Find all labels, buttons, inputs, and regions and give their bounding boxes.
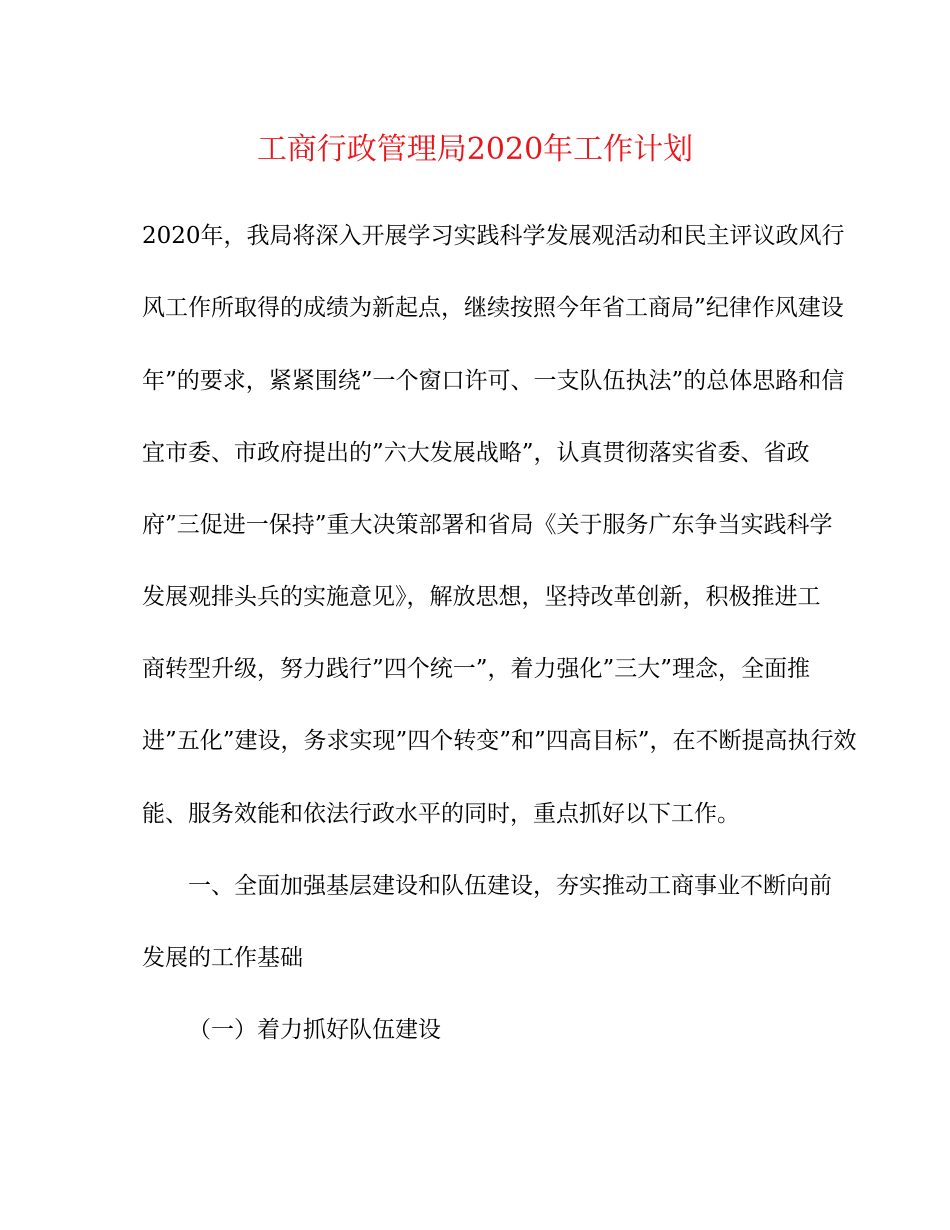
body-line-7: 商转型升级，努力践行”四个统一”，着力强化”三大”理念，全面推 (142, 656, 811, 682)
document-title: 工商行政管理局2020年工作计划 (256, 132, 694, 167)
body-line-1: 2020年，我局将深入开展学习实践科学发展观活动和民主评议政风行 (142, 223, 845, 249)
body-line-4: 宜市委、市政府提出的”六大发展战略”，认真贯彻落实省委、省政 (142, 440, 810, 466)
subsection-heading-1: （一）着力抓好队伍建设 (188, 1017, 441, 1043)
body-line-3: 年”的要求，紧紧围绕”一个窗口许可、一支队伍执法”的总体思路和信 (142, 368, 845, 394)
body-line-9: 能、服务效能和依法行政水平的同时，重点抓好以下工作。 (142, 801, 740, 827)
body-line-6: 发展观排头兵的实施意见》，解放思想，坚持改革创新，积极推进工 (142, 584, 821, 610)
body-line-5: 府”三促进一保持”重大决策部署和省局《关于服务广东争当实践科学 (142, 512, 833, 538)
section-heading-1: 一、全面加强基层建设和队伍建设，夯实推动工商事业不断向前 (188, 873, 832, 899)
body-line-2: 风工作所取得的成绩为新起点，继续按照今年省工商局”纪律作风建设 (142, 295, 844, 321)
body-line-8: 进”五化”建设，务求实现”四个转变”和”四高目标”，在不断提高执行效 (142, 728, 857, 754)
section-heading-1-continued: 发展的工作基础 (142, 945, 303, 971)
